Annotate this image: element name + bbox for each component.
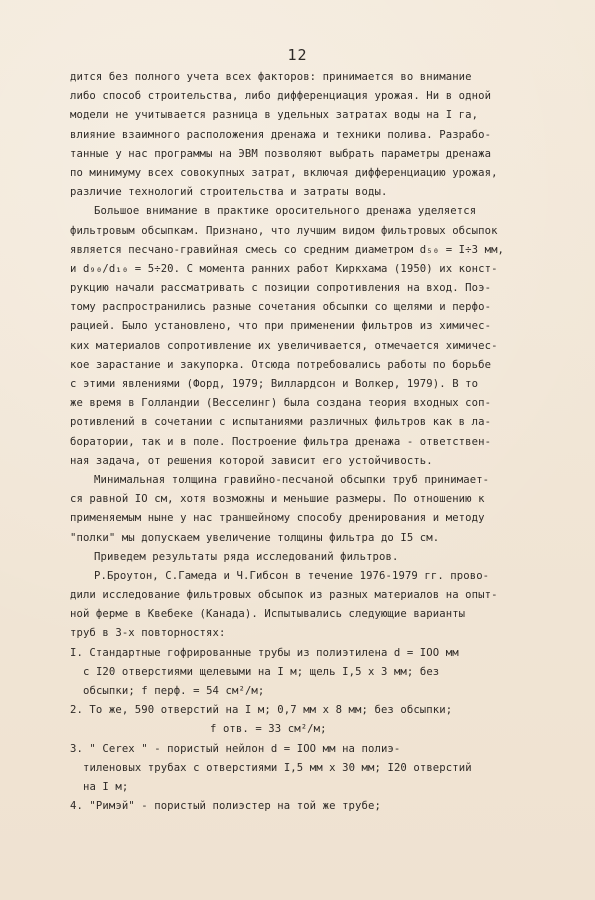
text-line: 4. "Римэй" - пористый полиэстер на той же трубе; xyxy=(70,800,381,813)
text-line: же время в Голландии (Весселинг) была создана теория входных соп- xyxy=(70,397,492,410)
text-line: боратории, так и в поле. Построение фильтра дренажа - ответствен- xyxy=(70,435,492,448)
text-line: f отв. = 33 см²/м; xyxy=(210,723,327,736)
text-line: ной ферме в Квебеке (Канада). Испытывались следующие варианты xyxy=(70,608,466,621)
text-line: Р.Броутон, С.Гамеда и Ч.Гибсон в течение 1976-1979 гг. прово- xyxy=(94,569,490,582)
text-line: фильтровым обсыпкам. Признано, что лучшим видом фильтровых обсыпок xyxy=(70,224,498,237)
text-line: либо способ строительства, либо дифференциация урожая. Ни в одной xyxy=(70,90,492,103)
text-line: Минимальная толщина гравийно-песчаной обсыпки труб принимает- xyxy=(94,473,490,486)
text-line: ная задача, от решения которой зависит его устойчивость. xyxy=(70,454,433,467)
text-line: рацией. Было установлено, что при применении фильтров из химичес- xyxy=(70,320,492,333)
text-line: I. Стандартные гофрированные трубы из полиэтилена d = IOO мм xyxy=(70,646,459,659)
text-line: обсыпки; f перф. = 54 см²/м; xyxy=(83,685,265,697)
text-line: Приведем результаты ряда исследований фильтров. xyxy=(94,550,399,563)
text-line: влияние взаимного расположения дренажа и техники полива. Разрабо- xyxy=(70,128,492,141)
text-line: модели не учитывается разница в удельных затратах воды на I га, xyxy=(70,109,479,122)
text-line: ких материалов сопротивление их увеличивается, отмечается химичес- xyxy=(70,339,498,352)
text-line: применяемым ныне у нас траншейному способу дренирования и методу xyxy=(70,512,485,525)
text-line: с этими явлениями (Форд, 1979; Виллардсон и Волкер, 1979). В то xyxy=(70,378,479,390)
text-line: кое зарастание и закупорка. Отсюда потребовались работы по борьбе xyxy=(70,358,492,371)
text-line: с I20 отверстиями щелевыми на I м; щель I,5 х 3 мм; без xyxy=(83,665,440,678)
text-line: ся равной IO см, хотя возможны и меньшие размеры. По отношению к xyxy=(70,493,485,506)
text-line: дили исследование фильтровых обсыпок из разных материалов на опыт- xyxy=(70,589,498,602)
text-line: на I м; xyxy=(83,780,129,793)
text-line: является песчано-гравийная смесь со средним диаметром d₅₀ = I÷3 мм, xyxy=(70,243,505,256)
text-line: тиленовых трубах с отверстиями I,5 мм х 30 мм; I20 отверстий xyxy=(83,761,472,774)
text-line: "полки" мы допускаем увеличение толщины фильтра до I5 см. xyxy=(70,531,440,544)
text-line: рукцию начали рассматривать с позиции сопротивления на вход. Поэ- xyxy=(70,282,492,295)
text-line: различие технологий строительства и затраты воды. xyxy=(70,186,388,199)
text-line: Большое внимание в практике оросительного дренажа уделяется xyxy=(94,205,477,218)
text-line: 3. " Cerex " - пористый нейлон d = IOO мм на полиэ- xyxy=(70,742,401,755)
text-line: тому распространились разные сочетания обсыпки со щелями и перфо- xyxy=(70,301,492,314)
text-line: танные у нас программы на ЭВМ позволяют выбрать параметры дренажа xyxy=(70,147,492,160)
page-number: 12 xyxy=(287,46,308,64)
text-line: и d₉₀/d₁₀ = 5÷20. С момента ранних работ Киркхама (1950) их конст- xyxy=(70,262,498,275)
text-line: по минимуму всех совокупных затрат, включая дифференциацию урожая, xyxy=(70,166,498,179)
text-line: 2. То же, 590 отверстий на I м; 0,7 мм х 8 мм; без обсыпки; xyxy=(70,704,453,717)
text-line: ротивлений в сочетании с испытаниями различных фильтров как в ла- xyxy=(70,416,492,429)
text-line: труб в 3-х повторностях: xyxy=(70,627,226,640)
body-text xyxy=(70,68,540,816)
text-line: дится без полного учета всех факторов: принимается во внимание xyxy=(70,71,472,83)
